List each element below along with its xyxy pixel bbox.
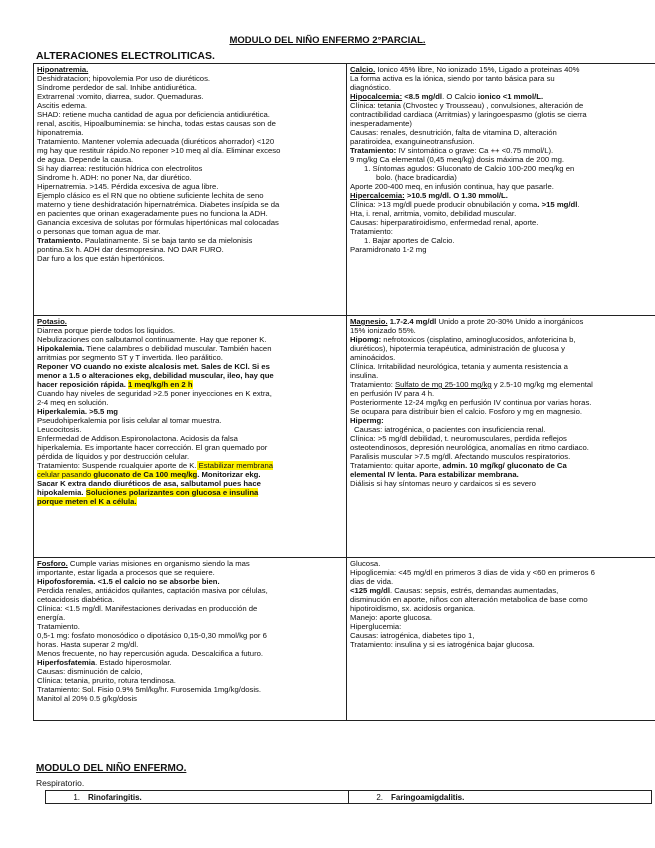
text-line — [37, 488, 343, 497]
bold-text: ionico <1 mmol/L. — [477, 92, 544, 101]
text-line: arritmias por segmento ST y T invertida. Ileo parálitico. — [37, 353, 223, 362]
text-line: contractibilidad cardiaca (Arritmias) y laringoespasmo (glotis se cierra — [350, 110, 587, 119]
text-line — [350, 586, 653, 595]
text-line: Diálisis si hay síntomas neuro y cardaicos si es severo — [350, 479, 536, 488]
page-title: MODULO DEL NIÑO ENFERMO 2°PARCIAL. — [229, 35, 426, 46]
cell-magnesio — [347, 316, 655, 558]
bold-text: Tratamiento. — [37, 236, 83, 245]
text-line: SHAD: retiene mucha cantidad de agua por deficiencia antidiurética. — [37, 110, 270, 119]
text-line: Cuando hay niveles de seguridad >2.5 poner inyecciones en K extra, — [37, 389, 272, 398]
text-line: Causas: disminución de calcio, — [37, 667, 143, 676]
cell-title: Calcio. — [350, 65, 376, 74]
text-line: Causas: iatrogénica, diabetes tipo 1, — [350, 631, 475, 640]
bottom-subtitle: Respiratorio. — [36, 778, 85, 788]
text-line: diagnóstico. — [350, 83, 392, 92]
text-line: osteotendinosos, depresión neurológica, anomalías en ritmo cardiaco. — [350, 443, 589, 452]
text-line: elemental IV lenta. Para estabilizar membrana. — [350, 470, 519, 479]
text-line — [350, 146, 653, 155]
cell-hiponatremia — [34, 64, 347, 316]
cell-title: Potasio. — [37, 317, 67, 326]
bold-text: <8.5 mg/dl — [402, 92, 443, 101]
text: . — [577, 200, 580, 209]
text-line: diuréticos), hipotermia terapéutica, administración de glucosa y — [350, 344, 565, 353]
text-line: 0,5-1 mg: fosfato monosódico o dipotásico 0,15-0,30 mmol/kg por 6 — [37, 631, 267, 640]
text-line — [350, 92, 653, 101]
text-line: Enfermedad de Addison.Espironolactona. Acidosis da falsa — [37, 434, 238, 443]
subheading: Hipercalcemia: — [350, 191, 405, 200]
text-line: aminoácidos. — [350, 353, 396, 362]
text-line — [37, 236, 343, 245]
cell-title: Glucosa. — [350, 559, 381, 568]
text-line: Causas: iatrogénica, o pacientes con insuficiencia renal. — [354, 425, 546, 434]
bold-text: Hipomg: — [350, 335, 382, 344]
table-row — [34, 316, 655, 558]
cell-title: Magnesio. — [350, 317, 388, 326]
text-line: Dar furo a los que están hipertónicos. — [37, 254, 165, 263]
text-line: o personas que toman agua de mar. — [37, 227, 161, 236]
text-line: Tratamiento: insulina y si es iatrogénica bajar glucosa. — [350, 640, 535, 649]
cell-fosforo — [34, 558, 347, 721]
section-title: ALTERACIONES ELECTROLITICAS. — [36, 50, 215, 62]
text-line: Sindrome h. ADH: no poner Na, dar diurético. — [37, 173, 192, 182]
text-line — [350, 191, 653, 200]
text-line: Ascitis edema. — [37, 101, 87, 110]
text-line: Hipofosforemia. <1.5 el calcio no se absorbe bien. — [37, 577, 220, 586]
text-line — [350, 335, 653, 344]
text: Tiene calambres o debilidad muscular. También hacen — [84, 344, 272, 353]
text-line: Tratamiento. Mantener volemia adecuada (diuréticos ahorrador) <120 — [37, 137, 275, 146]
text-line: Paralisis muscular >7.5 mg/dl. Afectando musculos respiratorios. — [350, 452, 571, 461]
highlighted-bold-text: gluconato de Ca 100 meq/kg — [93, 470, 198, 479]
bold-text: Hiperkalemia. — [37, 407, 87, 416]
bold-text: admin. 10 mg/kg/ gluconato de Ca — [442, 461, 567, 470]
text-line — [37, 559, 343, 568]
text-line — [350, 380, 653, 389]
text-line: materno y tiene deshidratación hipernatrémica. Diabetes insípida se da — [37, 200, 280, 209]
text-line: pontina.Sx h. ADH dar desmopresina. NO DAR FURO. — [37, 245, 224, 254]
text-line: Ejemplo clásico es el RN que no obtiene suficiente lechita de seno — [37, 191, 264, 200]
text-line: horas. Hasta superar 2 mg/dl. — [37, 640, 139, 649]
item-label: Faringoamigdalitis. — [391, 792, 465, 802]
text-line — [350, 461, 653, 470]
text: nefrotoxicos (cisplatino, aminoglucosidos, anfotericina b, — [381, 335, 576, 344]
text-line: en perfusión IV para 4 h. — [350, 389, 435, 398]
bold-text: Hipokalemia. — [37, 344, 85, 353]
text-line: 1. Síntomas agudos: Gluconato de Calcio 100-200 meq/kg en — [364, 164, 575, 173]
text: . Estado hiperosmolar. — [95, 658, 172, 667]
text-line: Manejo: aporte glucosa. — [350, 613, 433, 622]
text-line: Tratamiento: Sol. Fisio 0.9% 5ml/kg/hr. Furosemida 1mg/kg/dosis. — [37, 685, 262, 694]
text-line: mg hay que restituir rápido.No reponer >10 meq al día. Eliminar exceso — [37, 146, 281, 155]
text-line — [37, 461, 343, 470]
text: y 2.5-10 mg/kg mg elemental — [491, 380, 593, 389]
text-line: Reponer VO cuando no existe alcalosis met. Sales de KCl. Si es — [37, 362, 270, 371]
text: Cumple varias misiones en organismo siendo la mas — [67, 559, 250, 568]
text-line: hipotiroidismo, sx. acidosis organica. — [350, 604, 476, 613]
item-number: 1. — [73, 792, 80, 802]
highlighted-text: Estabilizar membrana — [196, 461, 274, 470]
resp-item-2 — [349, 791, 652, 804]
item-number: 2. — [376, 792, 383, 802]
text-line: pérdida de líquidos y por destrucción celular. — [37, 452, 190, 461]
text-line: Hta, i. renal, arritmia, vomito, debilidad muscular. — [350, 209, 517, 218]
subheading: Hipocalcemia: — [350, 92, 403, 101]
text-line: hiperkalemia. Es importante hacer corrección. El gran quemado por — [37, 443, 268, 452]
text-line — [37, 407, 343, 416]
text-line: Posteriormente 12-24 mg/kg en perfusión IV continua por varias horas. — [350, 398, 592, 407]
text-line: paratiroidea, exanguineotransfusion. — [350, 137, 475, 146]
table-row — [46, 791, 652, 804]
text-line: Clínica: tetania (Chvostec y Trousseau) , convulsiones, alteración de — [350, 101, 584, 110]
text-line: Hiperglucemia: — [350, 622, 402, 631]
text-line: Hipermg: — [350, 416, 384, 425]
text-line: Menos frecuente, no hay repercusión aguda. Descalcifica a futuro. — [37, 649, 264, 658]
text-line: 1. Bajar aportes de Calcio. — [364, 236, 455, 245]
text-line: disminución en aporte, niños con alteración metabolica de base como — [350, 595, 588, 604]
text-line: insulina. — [350, 371, 379, 380]
text-line: Hipernatremia. >145. Pérdida excesiva de agua libre. — [37, 182, 219, 191]
cell-calcio — [347, 64, 655, 316]
text-line: importante, estar ligada a procesos que se requiere. — [37, 568, 215, 577]
text-line — [350, 65, 653, 74]
text-line — [37, 344, 343, 353]
text-line: Nebulizaciones con salbutamol continuamente. Hay que reponer K. — [37, 335, 267, 344]
item-label: Rinofaringitis. — [88, 792, 142, 802]
text-line: Clínica. Irritabilidad neurológica, tetania y aumenta resistencia a — [350, 362, 568, 371]
text-line: Clínica: tetania, prurito, rotura tendinosa. — [37, 676, 176, 685]
electrolytes-table — [33, 63, 655, 721]
text-line: 9 mg/kg Ca elemental (0,45 meq/kg) dosis máxima de 200 mg. — [350, 155, 565, 164]
text-line: de agua. Depende la causa. — [37, 155, 134, 164]
bold-text: >10.5 mg/dl. O 1.30 mmol/L. — [404, 191, 508, 200]
text-line: Sacar K extra dando diuréticos de asa, salbutamol pues hace — [37, 479, 261, 488]
text: Tratamiento: Suspende rcualquier aporte de K. — [37, 461, 197, 470]
cell-glucosa — [347, 558, 655, 721]
bold-text: Tratamiento: — [350, 146, 397, 155]
text-line: Síndrome perdedor de sal. Inhibe antidiurética. — [37, 83, 197, 92]
bold-text: . >15 mg/dl — [537, 200, 578, 209]
text: hipokalemia. — [37, 488, 86, 497]
bold-text: Hiperfosfatemia — [37, 658, 96, 667]
text-line: Causas: hiperparatiroidismo, enfermedad renal, aporte. — [350, 218, 539, 227]
text-line: Si hay diarrea: restitución hídrica con electrolitos — [37, 164, 203, 173]
text-line: Se ocupara para distribuir bien el calcio. Fosforo y mg en magnesio. — [350, 407, 583, 416]
text-line — [37, 497, 343, 506]
cell-potasio — [34, 316, 347, 558]
text-line: energía. — [37, 613, 66, 622]
text-line: Hipoglicemia: <45 mg/dl en primeros 3 dias de vida y <60 en primeros 6 — [350, 568, 595, 577]
text-line: Clínica: >5 mg/dl debilidad, t. neuromusculares, perdida reflejos — [350, 434, 567, 443]
text-line: La forma activa es la iónica, siendo por tanto básica para su — [350, 74, 555, 83]
text-line: menor a 1.5 o alteraciones ekg, debilidad muscular, ileo, hay que — [37, 371, 274, 380]
text-line: inesperadamente) — [350, 119, 412, 128]
respiratory-table — [45, 790, 652, 804]
text-line: en pacientes que orinan exageradamente pues no funciona la ADH. — [37, 209, 268, 218]
text: Clínica: >13 mg/dl puede producir obnubilación y coma — [350, 200, 538, 209]
text-line: 2-4 meq en solución. — [37, 398, 109, 407]
text-line: Tratamiento. — [37, 622, 80, 631]
text: . Causas: sepsis, estrés, demandas aumentadas, — [389, 586, 559, 595]
text-line: Diarrea porque pierde todos los liquidos. — [37, 326, 176, 335]
text-line: Causas: renales, desnutrición, falta de vitamina D, alteración — [350, 128, 557, 137]
bold-text: . Monitorizar ekg. — [197, 470, 261, 479]
text-line: Ganancia excesiva de solutas por fórmulas hipertónicas mal colocadas — [37, 218, 279, 227]
text-line — [37, 380, 343, 389]
text-line: Aporte 200-400 meq, en infusión continua, hay que pasarle. — [350, 182, 554, 191]
text-line: bolo. (hace bradicardia) — [376, 173, 457, 182]
text: hacer reposición rápida. — [37, 380, 129, 389]
highlighted-text: Soluciones polarizantes con glucosa e insulina — [85, 488, 259, 497]
text-line — [37, 470, 343, 479]
text-line — [350, 317, 653, 326]
text-line: Tratamiento: — [350, 227, 393, 236]
text-line — [350, 200, 653, 209]
text-line: Extrarrenal :vomito, diarrea, sudor. Quemaduras. — [37, 92, 204, 101]
text-line: 15% ionizado 55%. — [350, 326, 416, 335]
bottom-title: MODULO DEL NIÑO ENFERMO. — [36, 763, 187, 774]
text-line: Paramidronato 1-2 mg — [350, 245, 427, 254]
text-line: Perdida renales, antiácidos quilantes, captación masiva por células, — [37, 586, 268, 595]
resp-item-1 — [46, 791, 349, 804]
text: IV sintomática o grave: Ca ++ <0.75 mmol/L). — [396, 146, 554, 155]
text-line: renal, ascitis, Hipoalbuminemia: se hincha, todas estas causas son de — [37, 119, 276, 128]
cell-title: Hiponatremia. — [37, 65, 89, 74]
bold-text: <125 mg/dl — [350, 586, 390, 595]
text-line: Deshidratacion; hipovolemia Por uso de diuréticos. — [37, 74, 211, 83]
bold-text: 1.7-2.4 mg/dl — [387, 317, 437, 326]
text-line — [37, 658, 343, 667]
highlighted-text: celular pasando — [37, 470, 94, 479]
text-line: Leucocitosis. — [37, 425, 82, 434]
text: Tratamiento: — [350, 380, 396, 389]
underlined-text: Sulfato de mg 25-100 mg/kg — [395, 380, 492, 389]
text-line: hiponatremia. — [37, 128, 84, 137]
text-line: cetoacidosis diabética. — [37, 595, 115, 604]
highlighted-text: 1 meq/kg/h en 2 h — [128, 380, 193, 389]
text: . O Calcio — [442, 92, 478, 101]
cell-title: Fosforo. — [37, 559, 68, 568]
bold-text: >5.5 mg — [87, 407, 118, 416]
text-line: dias de vida. — [350, 577, 394, 586]
text: Unido a prote 20-30% Unido a inorgánicos — [436, 317, 584, 326]
text-line: Manitol al 20% 0.5 g/kg/dosis — [37, 694, 137, 703]
text-line: Pseudohiperkalemia por lisis celular al tomar muestra. — [37, 416, 222, 425]
table-row — [34, 64, 655, 316]
highlighted-text: porque meten el K a célula. — [37, 497, 137, 506]
table-row — [34, 558, 655, 721]
text-line: Clínica: <1.5 mg/dl. Manifestaciones derivadas en producción de — [37, 604, 258, 613]
text: Paulatinamente. Si se baja tanto se da mielonisis — [82, 236, 253, 245]
text: Tratamiento: quitar aporte, — [350, 461, 443, 470]
text: Ionico 45% libre, No ionizado 15%, Ligado a proteinas 40% — [375, 65, 580, 74]
